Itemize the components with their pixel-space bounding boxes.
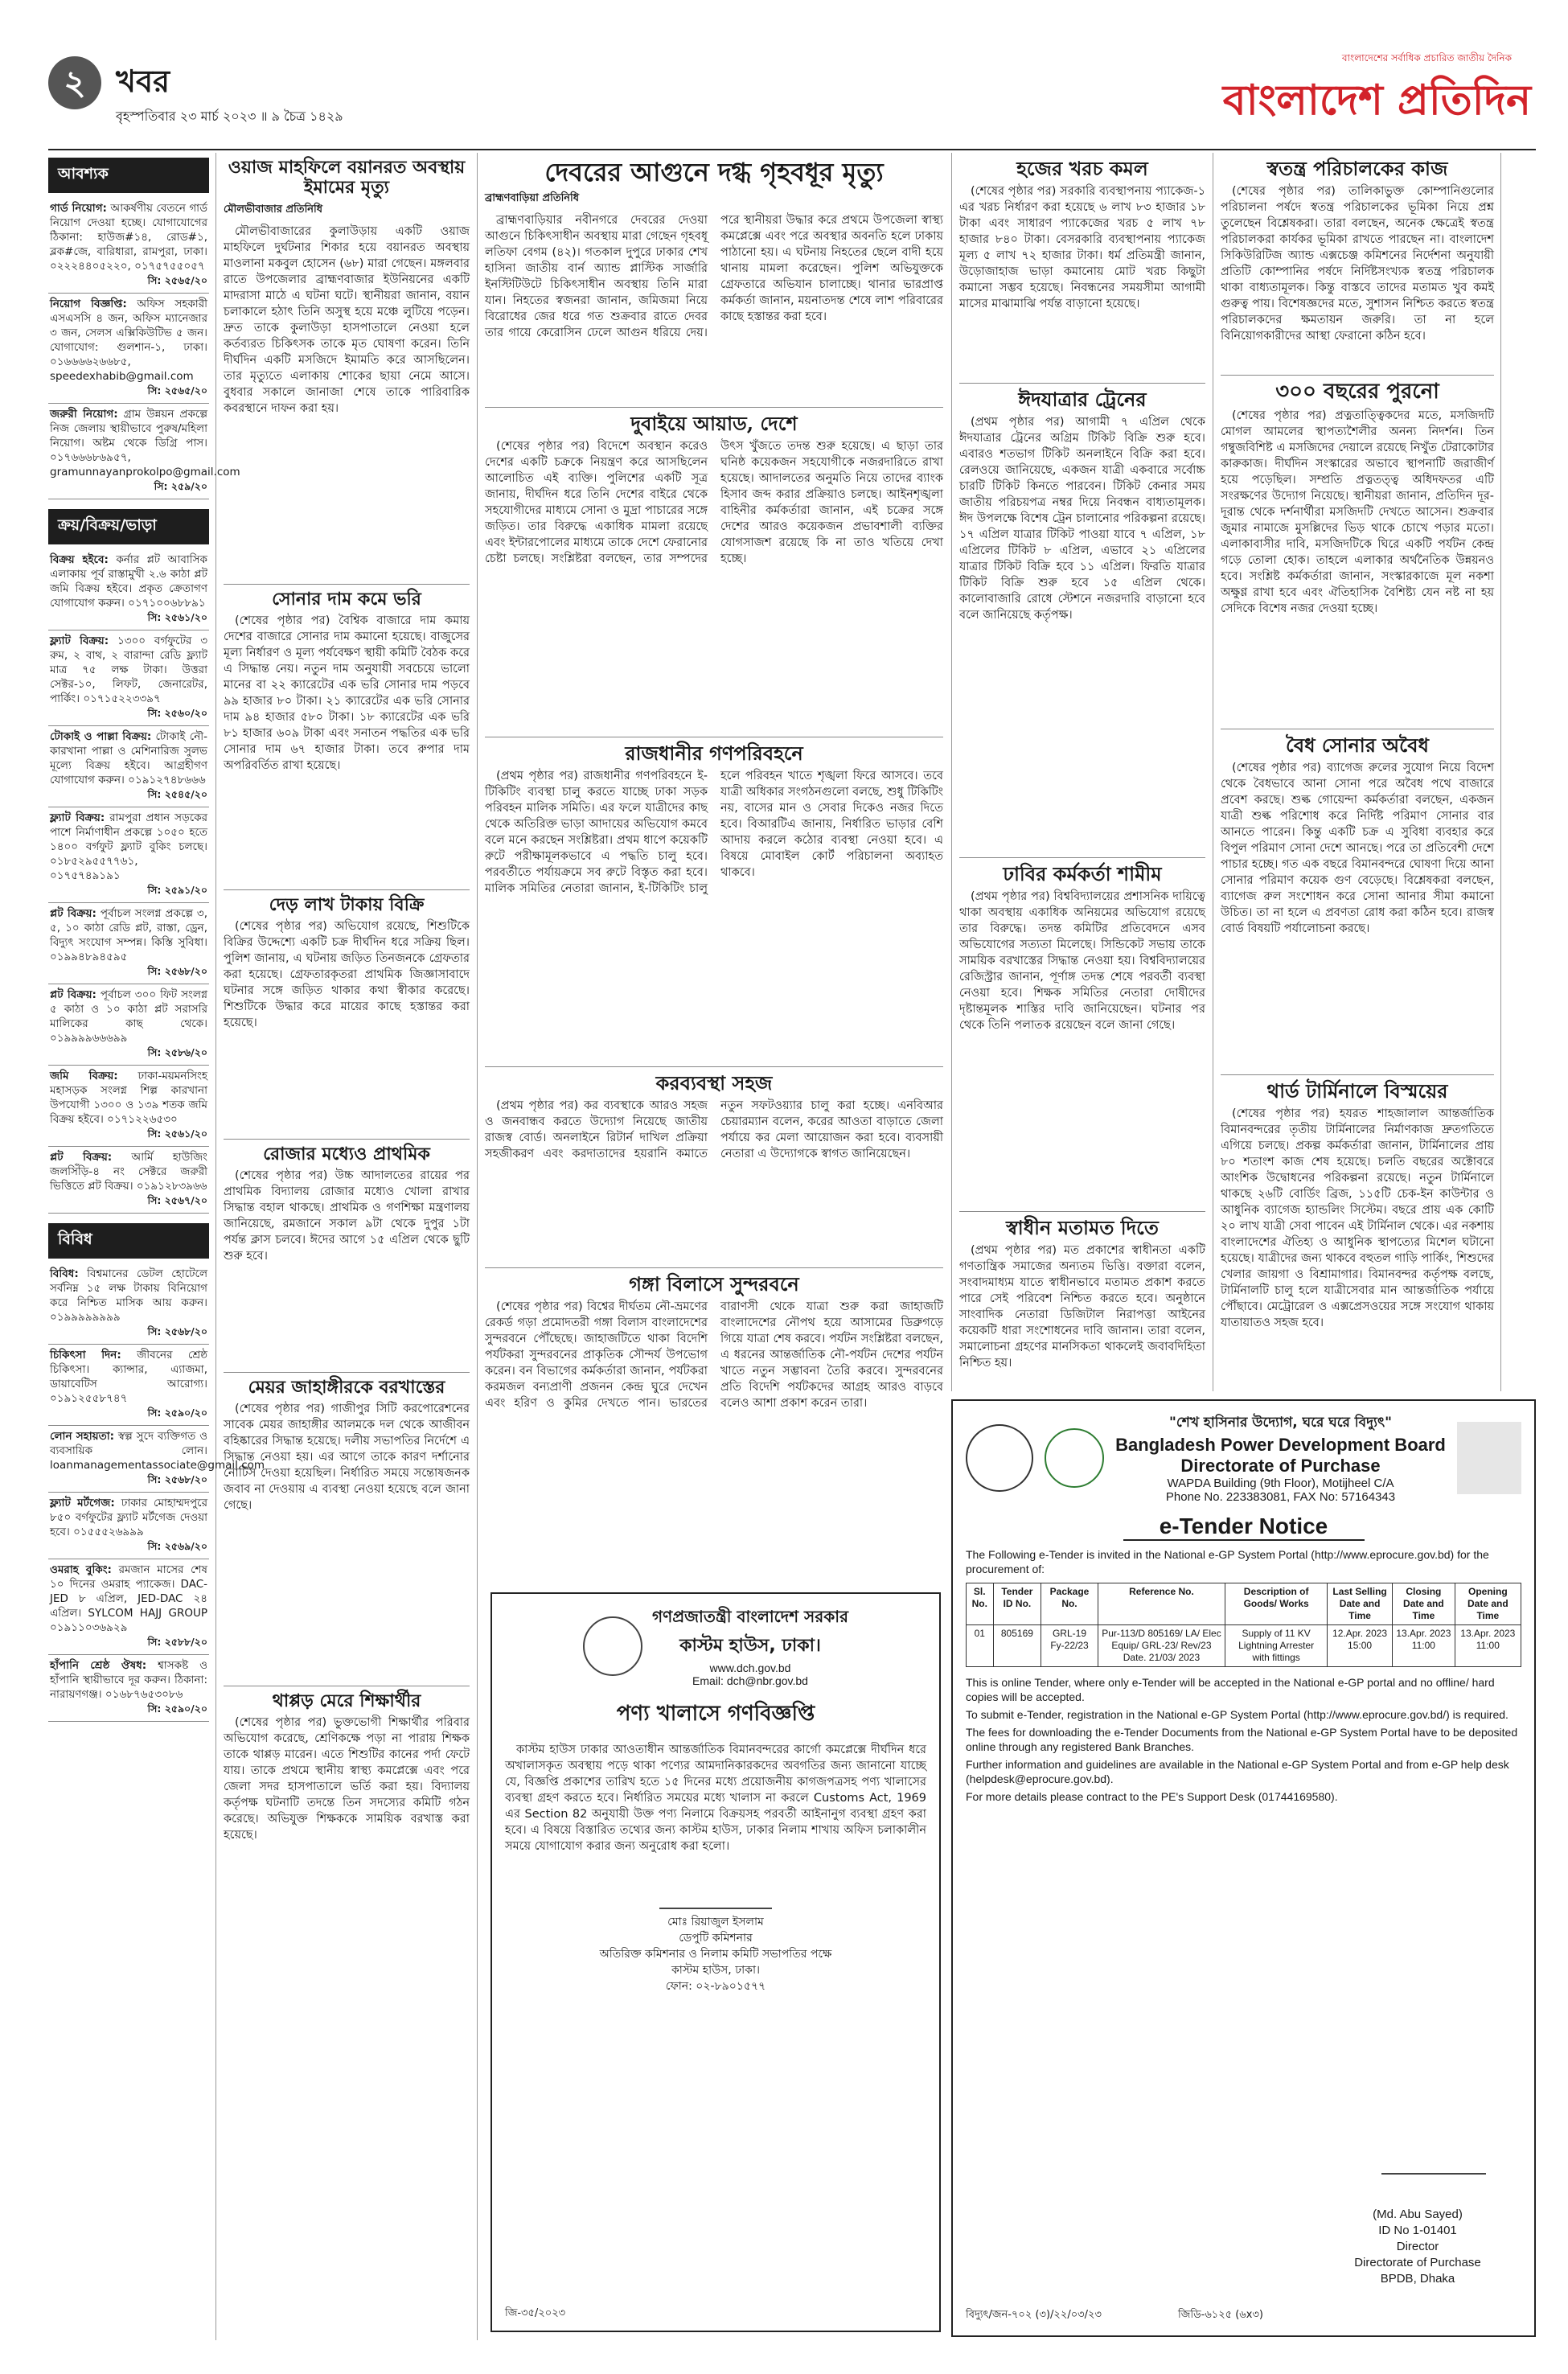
- article-body: (শেষের পৃষ্ঠার পর) উচ্চ আদালতের রায়ের পর প্রাথমিক বিদ্যালয় রোজার মধ্যেও খোলা রাখার সিদ্ধান্ত বহাল থাকছে। প্রাথমিক ও গণশিক্ষা মন্ত্রণালয় জানিয়েছে, রমজানে সকাল ৯টা থেকে দুপুর ১টা পর্যন্ত ক্লাস চলবে। ঈদের আগে ১৫ এপ্রিল থেকে ছুটি শুরু হবে।: [224, 1169, 470, 1263]
- classified-section-wanted: [48, 158, 240, 499]
- tender-signer: (Md. Abu Sayed): [1373, 2208, 1463, 2221]
- headline: দেবরের আগুনে দগ্ধ গৃহবধূর মৃত্যু: [544, 157, 884, 187]
- tender-notes: This is online Tender, where only e-Tender will be accepted in the National e-GP portal and no offline/ hard copies will be accepted. To submit e-Tender, registration in the National e-GP System Portal (http://www.eprocure.gov.bd/) is required. The fees for downloading the e-Tender Documents from the National e-GP System Portal have to be deposited online through any registered Bank Branches. Further information and guidelines are available in the National e-GP System Portal and from e-GP help desk (helpdesk@eprocure.gov.bd). For more details please contract to the PE's Support Desk (01744169580).: [966, 1676, 1518, 1803]
- classified-ad: বিবিধ: বিশ্বমানের ডেটল হোটেলে সর্বনিম্ন ১৫ লক্ষ টাকায় বিনিয়োগ করে নিশ্চিত মাসিক আয় করুন। ০১৯৯৯৯৯৯৯৯ সি: ২৫৬৮/২০: [48, 1263, 209, 1345]
- article-body: (প্রথম পৃষ্ঠার পর) বিশ্ববিদ্যালয়ের প্রশাসনিক দায়িত্বে থাকা অবস্থায় একাধিক অনিয়মের অভিযোগ রয়েছে তার বিরুদ্ধে। তদন্ত কমিটির প্রতিবেদনে এসব অভিযোগের সত্যতা মিলেছে। সিন্ডিকেট সভায় তাকে সাময়িক বরখাস্তের সিদ্ধান্ত নেওয়া হয়। বিশ্ববিদ্যালয়ের রেজিস্ট্রার জানান, পূর্ণাঙ্গ তদন্ত শেষে পরবর্তী ব্যবস্থা নেওয়া হবে। শিক্ষক সমিতির নেতারা দোষীদের দৃষ্টান্তমূলক শাস্তির দাবি জানিয়েছেন। ঘটনার পর থেকে তিনি পলাতক রয়েছেন বলে জানা গেছে।: [959, 889, 1205, 1032]
- headline: হজের খরচ কমল: [1016, 157, 1148, 180]
- article-body: ব্রাহ্মণবাড়িয়ার নবীনগরে দেবরের দেওয়া আগুনে চিকিৎসাধীন অবস্থায় মারা গেছেন গৃহবধূ লতিফা বেগম (৪২)। গতকাল দুপুরে ঢাকার শেখ হাসিনা জাতীয় বার্ন অ্যান্ড প্লাস্টিক সার্জারি ইনস্টিটিউটে চিকিৎসাধীন অবস্থায় তিনি মারা যান। নিহতের স্বজনরা জানান, জমিজমা নিয়ে বিরোধের জের ধরে গত শুক্রবার রাতে দেবর তার গায়ে কেরোসিন ঢেলে আগুন ধরিয়ে দেয়। পরে স্থানীয়রা উদ্ধার করে প্রথমে উপজেলা স্বাস্থ্য কমপ্লেক্সে এবং পরে অবস্থার অবনতি হলে ঢাকায় পাঠানো হয়। এ ঘটনায় নিহতের ছেলে বাদী হয়ে থানায় মামলা করেছেন। পুলিশ অভিযুক্তকে গ্রেফতারে অভিযান চালাচ্ছে। থানার ভারপ্রাপ্ত কর্মকর্তা জানান, ময়নাতদন্ত শেষে লাশ পরিবারের কাছে হস্তান্তর করা হবে।: [485, 213, 943, 339]
- government-seal-icon: [583, 1616, 642, 1676]
- notice-body: কাস্টম হাউস ঢাকার আওতাধীন আন্তর্জাতিক বিমানবন্দরের কার্গো কমপ্লেক্সে দীর্ঘদিন ধরে অখালাসকৃত অবস্থায় পড়ে থাকা পণ্যের আমদানিকারকদের অবগতির জন্য জানানো যাচ্ছে যে, বিজ্ঞপ্তি প্রকাশের তারিখ হতে ১৫ দিনের মধ্যে প্রয়োজনীয় কাগজপত্রসহ পণ্য খালাসের ব্যবস্থা গ্রহণ করতে হবে। নির্ধারিত সময়ের মধ্যে খালাস না করলে Customs Act, 1969 এর Section 82 অনুযায়ী উক্ত পণ্য নিলামে বিক্রয়সহ পরবর্তী আইনানুগ ব্যবস্থা গ্রহণ করা হবে। এ বিষয়ে বিস্তারিত তথ্যের জন্য কাস্টম হাউস, ঢাকার নিলাম শাখায় অফিস চলাকালীন সময়ে যোগাযোগ করার জন্য অনুরোধ করা হলো।: [505, 1744, 926, 1853]
- article-ramadan-school: [224, 1139, 470, 1364]
- article-fire: [485, 158, 943, 399]
- tender-code-right: জিডি-৬১২৫ (৬x৩): [1178, 2309, 1263, 2321]
- issue-date: বৃহস্পতিবার ২৩ মার্চ ২০২৩ ॥ ৯ চৈত্র ১৪২৯: [116, 109, 343, 124]
- article-dubai: [485, 407, 943, 729]
- headline: মেয়র জাহাঙ্গীরকে বরখাস্তের: [248, 1377, 445, 1398]
- article-body: (প্রথম পৃষ্ঠার পর) আগামী ৭ এপ্রিল থেকে ঈদযাত্রার ট্রেনের অগ্রিম টিকিট বিক্রি শুরু হবে। এবারও শতভাগ টিকিট অনলাইনে বিক্রি করা হবে। রেলওয়ে জানিয়েছে, একজন যাত্রী একবারে সর্বোচ্চ চারটি টিকিট কিনতে পারবেন। টিকিট কেনার সময় জাতীয় পরিচয়পত্র নম্বর দিয়ে নিবন্ধন বাধ্যতামূলক। ঈদ উপলক্ষে বিশেষ ট্রেন চালানোর পরিকল্পনা রয়েছে। ১৭ এপ্রিল যাত্রার টিকিট পাওয়া যাবে ৭ এপ্রিল, ১৮ এপ্রিলের টিকিট ৮ এপ্রিল, এভাবে ২১ এপ্রিলের যাত্রার টিকিট বিক্রি হবে ১১ এপ্রিল। ফিরতি যাত্রার টিকিট বিক্রি শুরু হবে ১৫ এপ্রিল থেকে। কালোবাজারি রোধে স্টেশনে নজরদারি বাড়ানো হবে বলে জানিয়েছে কর্তৃপক্ষ।: [959, 415, 1205, 622]
- portrait-image: [1457, 1422, 1521, 1494]
- classified-ad: প্লট বিক্রয়: আর্মি হাউজিং জলসিঁড়ি-৪ নং সেক্টরে জরুরী ভিত্তিতে প্লট বিক্রয়। ০১৯১২৮৩৯৬৬ সি: ২৫৬৭/২০: [48, 1147, 209, 1214]
- tender-signer-place: BPDB, Dhaka: [1380, 2272, 1455, 2286]
- article-body: মৌলভীবাজারের কুলাউড়ায় একটি ওয়াজ মাহফিলে দুর্ঘটনার শিকার হয়ে বয়ানরত অবস্থায় মাওলানা মকবুল হোসেন (৬৮) মারা গেছেন। মঙ্গলবার রাতে উপজেলার ব্রাহ্মণবাজার ইউনিয়নের একটি মাদরাসা মাঠে এ ঘটনা ঘটে। স্থানীয়রা জানান, বয়ান চলাকালে হঠাৎ তিনি অসুস্থ হয়ে মঞ্চে লুটিয়ে পড়েন। দ্রুত তাকে কুলাউড়া হাসপাতালে নেওয়া হলে কর্তব্যরত চিকিৎসক তাকে মৃত ঘোষণা করেন। তিনি দীর্ঘদিন একটি মসজিদে ইমামতি করে আসছিলেন। তার মৃত্যুতে এলাকায় শোকের ছায়া নেমে আসে। বুধবার সকালে জানাজা শেষে তাকে পারিবারিক কবরস্থানে দাফন করা হয়।: [224, 224, 470, 415]
- article-body: (শেষের পৃষ্ঠার পর) বিশ্বের দীর্ঘতম নৌ-ভ্রমণের রেকর্ড গড়া প্রমোদতরী গঙ্গা বিলাস বাংলাদেশের সুন্দরবনে পৌঁছেছে। জাহাজটিতে থাকা বিদেশি পর্যটকরা সুন্দরবনের প্রাকৃতিক সৌন্দর্য উপভোগ করেন। বন বিভাগের কর্মকর্তারা জানান, পর্যটকরা করমজল বন্যপ্রাণী প্রজনন কেন্দ্র ঘুরে দেখেন এবং হরিণ ও কুমির দেখতে পান। ভারতের বারাণসী থেকে যাত্রা শুরু করা জাহাজটি বাংলাদেশের নৌপথ হয়ে আসামের ডিব্রুগড়ে গিয়ে যাত্রা শেষ করবে। পর্যটন সংশ্লিষ্টরা বলছেন, এ ধরনের আন্তর্জাতিক নৌ-পর্যটন দেশের পর্যটন খাতে নতুন সম্ভাবনা তৈরি করবে। সুন্দরবনের প্রতি বিদেশি পর্যটকদের আগ্রহ আরও বাড়বে বলেও আশা প্রকাশ করেন তারা।: [485, 1300, 943, 1410]
- tender-signer-title: Director: [1396, 2240, 1439, 2253]
- classified-ad: জরুরী নিয়োগ: গ্রাম উন্নয়ন প্রকল্পে নিজ জেলায় স্থায়ীভাবে পুরুষ/মহিলা নিয়োগ। অষ্টম থেকে ডিগ্রি পাস। ০১৭৬৬৬৮৬৯৫৭, gramunnayanprokolpo@gmail.com সি: ২৫৯/২০: [48, 404, 209, 499]
- article-body: (প্রথম পৃষ্ঠার পর) রাজধানীর গণপরিবহনে ই-টিকিটিং ব্যবস্থা চালু করতে যাচ্ছে ঢাকা সড়ক পরিবহন মালিক সমিতি। এর ফলে যাত্রীদের কাছ থেকে অতিরিক্ত ভাড়া আদায়ের অভিযোগ কমবে বলে মনে করছেন সংশ্লিষ্টরা। প্রথম ধাপে কয়েকটি রুটে পরীক্ষামূলকভাবে এ পদ্ধতি চালু হবে। পরবর্তীতে পর্যায়ক্রমে সব রুটে বিস্তৃত করা হবে। মালিক সমিতির নেতারা জানান, ই-টিকিটিং চালু হলে পরিবহন খাতে শৃঙ্খলা ফিরে আসবে। তবে যাত্রী অধিকার সংগঠনগুলো বলছে, শুধু টিকিটিং নয়, বাসের মান ও সেবার দিকেও নজর দিতে হবে। বিআরটিএ জানায়, নির্ধারিত ভাড়ার বেশি আদায় করলে কঠোর ব্যবস্থা নেওয়া হবে। এ বিষয়ে মোবাইল কোর্ট পরিচালনা অব্যাহত থাকবে।: [485, 769, 943, 895]
- notice-email: Email: dch@nbr.gov.bd: [692, 1674, 808, 1687]
- headline: থার্ড টার্মিনালে বিস্ময়ের: [1266, 1079, 1448, 1103]
- notice-phone: ফোন: ০২-৮৯০১৫৭৭: [665, 1980, 766, 1993]
- article-sale: [224, 889, 470, 1131]
- classified-ad: হাঁপানি শ্রেষ্ঠ ঔষধ: শ্বাসকষ্ট ও হাঁপানি স্থায়ীভাবে দূর করুন। ঠিকানা: নারায়ণগঞ্জ। ০১৬৮৭৬৫৩০৮৬ সি: ২৫৯০/২০: [48, 1655, 209, 1722]
- classified-ad: জমি বিক্রয়: ঢাকা-ময়মনসিংহ মহাসড়ক সংলগ্ন শিল্প কারখানা উপযোগী ১৩০০ ও ১৩৯ শতক জমি বিক্রয় হইবে। ০১৭১২২৬৫৩০ সি: ২৫৬১/২০: [48, 1066, 209, 1147]
- article-du-official: [959, 857, 1205, 1203]
- headline: ঈদযাত্রার ট্রেনের: [1018, 388, 1147, 411]
- headline: থাপ্পড় মেরে শিক্ষার্থীর: [272, 1690, 421, 1711]
- classified-ad: গার্ড নিয়োগ: আকর্ষণীয় বেতনে গার্ড নিয়োগ দেওয়া হচ্ছে। যোগাযোগের ঠিকানা: হাউজ#১৪, রোড#১, ব্লক#জে, বারিধারা, রামপুরা, ঢাকা। ০২২২৪৪০৫২২০, ০১৭৫৭৫৫০৫৭ সি: ২৫৬৫/২০: [48, 198, 209, 294]
- classified-ad: বিক্রয় হইবে: কর্নার প্লট আবাসিক এলাকায় পূর্ব রাস্তামুখী ২.৬ কাঠা প্লট জমি বিক্রয় হইবে। প্রকৃত ক্রেতাগণ যোগাযোগ করুন। ০১৭১০০৬৮৮৯১ সি: ২৫৬১/২০: [48, 549, 209, 630]
- tender-phone: Phone No. 223383081, FAX No: 57164343: [1165, 1490, 1396, 1504]
- newspaper-logo: বাংলাদেশ প্রতিদিন: [1222, 76, 1531, 125]
- headline: ঢাবির কর্মকর্তা শামীম: [1003, 862, 1162, 885]
- headline: রাজধানীর গণপরিবহনে: [625, 741, 803, 765]
- article-body: (শেষের পৃষ্ঠার পর) বিদেশে অবস্থান করেও দেশের একটি চক্রকে নিয়ন্ত্রণ করে আসছিলেন আলোচিত এই ব্যক্তি। পুলিশের একটি সূত্র জানায়, দীর্ঘদিন ধরে তিনি দেশের বাইরে থেকে সহযোগীদের মাধ্যমে সোনা ও মুদ্রা পাচারের সঙ্গে জড়িত। তার বিরুদ্ধে একাধিক মামলা রয়েছে এবং ইন্টারপোলের মাধ্যমে তাকে দেশে ফেরানোর চেষ্টা চলছে। সংশ্লিষ্টরা বলছেন, তার সম্পদের উৎস খুঁজতে তদন্ত শুরু হয়েছে। এ ছাড়া তার ঘনিষ্ঠ কয়েকজন সহযোগীকে নজরদারিতে রাখা হয়েছে। আদালতের অনুমতি নিয়ে তাদের ব্যাংক হিসাব জব্দ করার প্রক্রিয়াও চলছে। আইনশৃঙ্খলা বাহিনীর কর্মকর্তারা জানান, এই চক্রের সঙ্গে দেশের আরও কয়েকজন প্রভাবশালী ব্যক্তির যোগসাজশ রয়েছে কি না তাও খতিয়ে দেখা হচ্ছে।: [485, 439, 943, 565]
- headline: রোজার মধ্যেও প্রাথমিক: [263, 1144, 430, 1164]
- article-body: (প্রথম পৃষ্ঠার পর) মত প্রকাশের স্বাধীনতা একটি গণতান্ত্রিক সমাজের অন্যতম ভিত্তি। বক্তারা বলেন, সংবাদমাধ্যম যাতে স্বাধীনভাবে মতামত প্রকাশ করতে পারে সেই পরিবেশ নিশ্চিত করতে হবে। অনুষ্ঠানে সাংবাদিক নেতারা ডিজিটাল নিরাপত্তা আইনের কয়েকটি ধারা সংশোধনের দাবি জানান। তারা বলেন, সমালোচনা গ্রহণের মানসিকতা থাকলেই জবাবদিহিতা নিশ্চিত হয়।: [959, 1243, 1205, 1370]
- classified-ad: চিকিৎসা দিন: জীবনের শ্রেষ্ঠ চিকিৎসা। ক্যান্সার, এ্যাজমা, ডায়াবেটিস আরোগ্য। ০১৯১২৫৫৮৭৪৭ সি: ২৫৯০/২০: [48, 1345, 209, 1426]
- headline: স্বতন্ত্র পরিচালকের কাজ: [1266, 157, 1448, 180]
- headline: করব্যবস্থা সহজ: [655, 1071, 773, 1095]
- tender-directorate: Directorate of Purchase: [1180, 1456, 1381, 1476]
- tender-signer-office: Directorate of Purchase: [1354, 2256, 1481, 2269]
- article-body: (শেষের পৃষ্ঠার পর) সরকারি ব্যবস্থাপনায় প্যাকেজ-১ এর খরচ নির্ধারণ করা হয়েছে ৬ লাখ ৮৩ হাজার ১৮ টাকা এবং সাধারণ প্যাকেজের খরচ ৫ লাখ ৭৮ হাজার ৮৪০ টাকা। বেসরকারি ব্যবস্থাপনায় প্যাকেজ মূল্য ৫ লাখ ৭২ হাজার টাকা। ধর্ম প্রতিমন্ত্রী জানান, উড়োজাহাজ ভাড়া কমানোয় মোট খরচ কিছুটা কমানো সম্ভব হয়েছে। নিবন্ধনের সময়সীমা আগামী মাসের মাঝামাঝি পর্যন্ত বাড়ানো হয়েছে।: [959, 184, 1205, 310]
- article-body: (শেষের পৃষ্ঠার পর) অভিযোগ রয়েছে, শিশুটিকে বিক্রির উদ্দেশ্যে একটি চক্র দীর্ঘদিন ধরে সক্রিয় ছিল। পুলিশ জানায়, এ ঘটনায় জড়িত তিনজনকে গ্রেফতার করা হয়েছে। গ্রেফতারকৃতরা প্রাথমিক জিজ্ঞাসাবাদে ঘটনার সঙ্গে জড়িত থাকার কথা স্বীকার করেছে। শিশুটিকে উদ্ধার করে মায়ের কাছে হস্তান্তর করা হয়েছে।: [224, 920, 470, 1030]
- classified-section-title: আবশ্যক: [48, 158, 209, 193]
- headline: বৈধ সোনার অবৈধ: [1286, 733, 1429, 757]
- headline: ওয়াজ মাহফিলে বয়ানরত অবস্থায় ইমামের মৃত্যু: [228, 157, 466, 199]
- byline: মৌলভীবাজার প্রতিনিধি: [224, 203, 323, 216]
- notice-signer-for: অতিরিক্ত কমিশনার ও নিলাম কমিটি সভাপতির পক্ষে: [599, 1948, 832, 1961]
- headline: স্বাধীন মতামত দিতে: [1006, 1216, 1159, 1239]
- tender-title: e-Tender Notice: [1123, 1514, 1365, 1541]
- classified-ad: টোকাই ও পাল্লা বিক্রয়: টোকাই নৌ-কারখানা পাল্লা ও মেশিনারিজ সুলভ মূল্যে বিক্রয় হইবে। আগ্রহীগণ যোগাযোগ করুন। ০১৯১২৭৪৮৬৬৬ সি: ২৫৪৫/২০: [48, 726, 209, 807]
- article-eid-train: [959, 383, 1205, 849]
- bpdb-logo-icon: [966, 1424, 1033, 1492]
- notice-gov: গণপ্রজাতন্ত্রী বাংলাদেশ সরকার: [652, 1607, 848, 1626]
- notice-signer-title: ডেপুটি কমিশনার: [679, 1932, 753, 1945]
- notice-signer-office: কাস্টম হাউস, ঢাকা।: [671, 1964, 761, 1977]
- signature-icon: [659, 1875, 772, 1909]
- article-body: (শেষের পৃষ্ঠার পর) ব্যাগেজ রুলের সুযোগ নিয়ে বিদেশ থেকে বৈধভাবে আনা সোনা পরে অবৈধ পথে বাজারে প্রবেশ করছে। শুল্ক গোয়েন্দা কর্মকর্তারা বলছেন, একজন যাত্রী শুল্ক পরিশোধ করে নির্দিষ্ট পরিমাণ সোনার বার আনতে পারেন। কিন্তু একটি চক্র এ সুবিধা ব্যবহার করে বিপুল পরিমাণ সোনা দেশে আনছে। পরে তা প্রতিবেশী দেশে পাচার হচ্ছে। গত এক বছরে বিমানবন্দরে ঘোষণা দিয়ে আনা সোনার পরিমাণ কয়েক গুণ বেড়েছে। বিশ্লেষকরা বলছেন, ব্যাগেজ রুল সংশোধন করে সোনা আনার সীমা কমানো উচিত। তা না হলে এ প্রবণতা রোধ করা কঠিন হবে। রাজস্ব বোর্ড বিষয়টি পর্যালোচনা করছে।: [1221, 761, 1494, 935]
- notice-signer: মোঃ রিয়াজুল ইসলাম: [667, 1916, 764, 1928]
- notice-office: কাস্টম হাউস, ঢাকা।: [679, 1636, 821, 1656]
- classified-section-title: বিবিধ: [48, 1223, 209, 1259]
- anniversary-logo-icon: [1045, 1428, 1104, 1488]
- classified-ad: ফ্ল্যাট মর্টগেজ: ঢাকার মোহাম্মদপুরে ৮৫০ বর্গফুটের ফ্ল্যাট মর্টগেজ দেওয়া হবে। ০১৫৫৫২৬৯৯৯ সি: ২৫৬৯/২০: [48, 1493, 209, 1559]
- article-body: (শেষের পৃষ্ঠার পর) প্রত্নতাত্ত্বিকদের মতে, মসজিদটি মোগল আমলের স্থাপত্যশৈলীর অনন্য নিদর্শন। তিন গম্বুজবিশিষ্ট এ মসজিদের দেয়ালে রয়েছে নিখুঁত টেরাকোটার কারুকাজ। দীর্ঘদিন সংস্কারের অভাবে স্থাপনাটি জরাজীর্ণ হয়ে পড়েছিল। সম্প্রতি প্রত্নতত্ত্ব অধিদফতর এটি সংরক্ষণের উদ্যোগ নিয়েছে। স্থানীয়রা জানান, প্রতিদিন দূর-দূরান্ত থেকে দর্শনার্থীরা মসজিদটি দেখতে আসেন। শুক্রবার জুমার নামাজে মুসল্লিদের ভিড় থাকে চোখে পড়ার মতো। এলাকাবাসীর দাবি, মসজিদটিকে ঘিরে একটি পর্যটন কেন্দ্র গড়ে তোলা হোক। তাহলে এলাকার অর্থনৈতিক উন্নয়নও হবে। সংশ্লিষ্ট কর্মকর্তারা জানান, সংস্কারকাজে মূল নকশা অক্ষুণ্ণ রাখা হবে এবং ঐতিহাসিক বৈশিষ্ট্য যেন নষ্ট না হয় সেদিকে বিশেষ নজর দেওয়া হচ্ছে।: [1221, 409, 1494, 615]
- column-rule: [215, 153, 216, 2340]
- table-header-row: Sl. No. Tender ID No. Package No. Reference No. Description of Goods/ Works Last Selling Date and Time Closing Date and Time Opening Date and Time: [967, 1583, 1521, 1625]
- classified-section-buy-sell: [48, 509, 209, 1214]
- article-body: (শেষের পৃষ্ঠার পর) ভুক্তভোগী শিক্ষার্থীর পরিবার অভিযোগ করেছে, শ্রেণিকক্ষে পড়া না পারায় শিক্ষক তাকে থাপ্পড় মারেন। এতে শিশুটির কানের পর্দা ফেটে যায়। তাকে প্রথমে স্থানীয় স্বাস্থ্য কমপ্লেক্সে এবং পরে জেলা সদর হাসপাতালে ভর্তি করা হয়। বিদ্যালয় কর্তৃপক্ষ ঘটনাটি তদন্তে তিন সদস্যের কমিটি গঠন করেছে। অভিযুক্ত শিক্ষককে সাময়িক বরখাস্ত করা হয়েছে।: [224, 1716, 470, 1842]
- tender-board: Bangladesh Power Development Board: [1115, 1435, 1446, 1455]
- article-waz-imam: [224, 158, 470, 576]
- article-independent-director: [1221, 158, 1494, 367]
- article-slap: [224, 1686, 470, 2337]
- page-number-badge: ২: [48, 56, 101, 109]
- byline: ব্রাহ্মণবাড়িয়া প্রতিনিধি: [485, 191, 580, 204]
- headline: দুবাইয়ে আয়াড, দেশে: [630, 412, 798, 435]
- article-legal-gold: [1221, 729, 1494, 1066]
- headline: দেড় লাখ টাকায় বিক্রি: [269, 894, 425, 915]
- tender-code-left: বিদ্যুৎ/জন-৭০২ (৩)/২২/০৩/২৩: [966, 2309, 1102, 2321]
- notice-title: পণ্য খালাসে গণবিজ্ঞপ্তি: [616, 1702, 815, 1726]
- classified-ad: নিয়োগ বিজ্ঞপ্তি: অফিস সহকারী এসএসসি ৪ জন, অফিস ম্যানেজার ৩ জন, সেলস এক্সিকিউটিভ ৫ জন। যোগাযোগ: গুলশান-১, ঢাকা। ০১৬৬৬৬২৬৬৮৫, speedexhabib@gmail.com সি: ২৫৬৫/২০: [48, 294, 209, 404]
- tender-intro: The Following e-Tender is invited in the National e-GP System Portal (http://www.eprocure.gov.bd) for the procurement of:: [966, 1548, 1489, 1575]
- classified-ad: ওমরাহ বুকিং: রমজান মাসের শেষ ১০ দিনের ওমরাহ প্যাকেজ। DAC-JED ৮ এপ্রিল, JED-DAC ২৪ এপ্রিল। SYLCOM HAJJ GROUP ০১৯১১০৩৬৯২৯ সি: ২৫৮৮/২০: [48, 1559, 209, 1655]
- tender-address: WAPDA Building (9th Floor), Motijheel C/A: [1167, 1477, 1394, 1490]
- article-body: (শেষের পৃষ্ঠার পর) হযরত শাহজালাল আন্তর্জাতিক বিমানবন্দরের তৃতীয় টার্মিনালের নির্মাণকাজ দ্রুতগতিতে এগিয়ে চলছে। প্রকল্প কর্মকর্তারা জানান, টার্মিনালের প্রায় ৮০ শতাংশ কাজ শেষ হয়েছে। চলতি বছরের অক্টোবরে আংশিক উদ্বোধনের পরিকল্পনা রয়েছে। নতুন টার্মিনালে থাকছে ২৬টি বোর্ডিং ব্রিজ, ১১৫টি চেক-ইন কাউন্টার ও আধুনিক ব্যাগেজ হ্যান্ডলিং সিস্টেম। বছরে প্রায় এক কোটি ২০ লাখ যাত্রী সেবা পাবেন এই টার্মিনাল থেকে। এর নকশায় বাংলাদেশের ঐতিহ্য ও আধুনিক স্থাপত্যের মিশেল ঘটানো হয়েছে। যাত্রীদের জন্য থাকবে বহুতল গাড়ি পার্কিং, শিশুদের খেলার জায়গা ও বিশ্রামাগার। বিমানবন্দর কর্তৃপক্ষ বলছে, টার্মিনালটি চালু হলে যাত্রীসেবার মান আন্তর্জাতিক পর্যায়ে পৌঁছাবে। মেট্রোরেল ও এক্সপ্রেসওয়ের সঙ্গে সংযোগ থাকায় যাতায়াতও সহজ হবে।: [1221, 1107, 1494, 1329]
- headline: সোনার দাম কমে ভরি: [272, 589, 421, 610]
- article-tax: [485, 1066, 943, 1259]
- article-public-transport: [485, 737, 943, 1058]
- article-gold-price: [224, 584, 470, 881]
- article-ganga-bilash: [485, 1267, 943, 1581]
- article-old-mosque: [1221, 375, 1494, 721]
- table-row: 01 805169 GRL-19 Fy-22/23 Pur-113/D 805169/ LA/ Elec Equip/ GRL-23/ Rev/23 Date. 21/03/ 2023 Supply of 11 KV Lightning Arrester with fittings 12.Apr. 2023 15:00 13.Apr. 2023 11:00 13.Apr. 2023 11:00: [967, 1625, 1521, 1667]
- column-rule: [951, 153, 952, 1391]
- column-rule: [1500, 153, 1501, 1391]
- classified-ad: লোন সহায়তা: স্বল্প সুদে ব্যক্তিগত ও ব্যবসায়িক লোন। loanmanagementassociate@gmail.com সি: ২৫৬৮/২০: [48, 1426, 209, 1493]
- article-third-terminal: [1221, 1074, 1494, 1390]
- header-divider: [48, 149, 1536, 150]
- tender-table: [966, 1583, 1521, 1667]
- article-free-opinion: [959, 1211, 1205, 1390]
- page-header: [48, 47, 1536, 145]
- classified-ad: ফ্ল্যাট বিক্রয়: ১৩০০ বর্গফুটের ৩ রুম, ২ বাথ, ২ বারান্দা রেডি ফ্ল্যাট মাত্র ৭৫ লক্ষ টাকা। উত্তরা সেক্টর-১০, লিফট, জেনারেটর, পার্কিং। ০১৭১৫২২৩৩৯৭ সি: ২৫৬০/২০: [48, 630, 209, 726]
- article-hajj-cost: [959, 158, 1205, 375]
- tender-notice: [951, 1399, 1536, 2337]
- article-body: (শেষের পৃষ্ঠার পর) গাজীপুর সিটি করপোরেশনের সাবেক মেয়র জাহাঙ্গীর আলমকে দল থেকে আজীবন বহিষ্কারের সিদ্ধান্ত হয়েছে। দলীয় সভাপতির নির্দেশে এ সিদ্ধান্ত নেওয়া হয়। এর আগে তাকে কারণ দর্শানোর নোটিস দেওয়া হয়েছিল। নির্ধারিত সময়ে সন্তোষজনক জবাব না দেওয়ায় এ ব্যবস্থা নেওয়া হয়েছে বলে জানা গেছে।: [224, 1403, 470, 1513]
- article-mayor: [224, 1372, 470, 1678]
- column-rule: [477, 153, 478, 2340]
- classified-ad: প্লট বিক্রয়: পূর্বাচল সংলগ্ন প্রকল্পে ৩, ৫, ১০ কাঠা রেডি প্লট, রাস্তা, ড্রেন, বিদ্যুৎ সংযোগ সম্পন্ন। কিস্তি সুবিধা। ০১৯৯৪৮৯৪৫৯৫ সি: ২৫৬৮/২০: [48, 903, 209, 984]
- notice-website: www.dch.gov.bd: [709, 1661, 791, 1674]
- classified-ad: প্লট বিক্রয়: পূর্বাচল ৩০০ ফিট সংলগ্ন ৫ কাঠা ও ১০ কাঠা প্লট সরাসরি মালিকের কাছ থেকে। ০১৯৯৯৯৬৬৬৯৯ সি: ২৫৮৬/২০: [48, 984, 209, 1066]
- tender-signer-id: ID No 1-01401: [1378, 2224, 1457, 2237]
- classified-section-misc: [48, 1223, 265, 1722]
- headline: গঙ্গা বিলাসে সুন্দরবনে: [629, 1272, 799, 1296]
- notice-code: জি-৩৫/২০২৩: [505, 2307, 566, 2319]
- article-body: (প্রথম পৃষ্ঠার পর) কর ব্যবস্থাকে আরও সহজ ও জনবান্ধব করতে উদ্যোগ নিয়েছে জাতীয় রাজস্ব বোর্ড। অনলাইনে রিটার্ন দাখিল প্রক্রিয়া সহজীকরণ এবং করদাতাদের হয়রানি কমাতে নতুন সফটওয়্যার চালু করা হচ্ছে। এনবিআর চেয়ারম্যান বলেন, করের আওতা বাড়াতে জেলা পর্যায়ে কর মেলা আয়োজন করা হবে। ব্যবসায়ী নেতারা এ উদ্যোগকে স্বাগত জানিয়েছেন।: [485, 1099, 943, 1160]
- masthead-tagline: বাংলাদেশের সর্বাধিক প্রচারিত জাতীয় দৈনিক: [1341, 52, 1512, 64]
- classified-ad: ফ্ল্যাট বিক্রয়: রামপুরা প্রধান সড়কের পাশে নির্মাণাধীন প্রকল্পে ১০৫০ হতে ১৪০০ বর্গফুট ফ্ল্যাট বুকিং চলছে। ০১৮৫২৯৫৫৭৭৬১, ০১৭৫৭৪৯১৯১ সি: ২৫৯১/২০: [48, 807, 209, 903]
- tender-slogan: "শেখ হাসিনার উদ্যোগ, ঘরে ঘরে বিদ্যুৎ": [1169, 1415, 1392, 1431]
- masthead: [1198, 51, 1536, 140]
- article-body: (শেষের পৃষ্ঠার পর) বৈশ্বিক বাজারে দাম কমায় দেশের বাজারে সোনার দাম কমানো হয়েছে। বাজুসের মূল্য নির্ধারণ ও মূল্য পর্যবেক্ষণ স্থায়ী কমিটি বৈঠক করে এ সিদ্ধান্ত নেয়। নতুন দাম অনুযায়ী সবচেয়ে ভালো মানের বা ২২ ক্যারেটের এক ভরি সোনার দাম পড়বে ৯৯ হাজার ৮০ টাকা। ২১ ক্যারেটের এক ভরি সোনার দাম ৯৪ হাজার ৫৮০ টাকা। ১৮ ক্যারেটের এক ভরি ৮১ হাজার ৬০৯ টাকা এবং সনাতন পদ্ধতির এক ভরি সোনার দাম ৬৭ হাজার টাকা। তবে রুপার দাম অপরিবর্তিত রাখা হয়েছে।: [224, 614, 470, 773]
- customs-public-notice: [491, 1592, 941, 2332]
- article-body: (শেষের পৃষ্ঠার পর) তালিকাভুক্ত কোম্পানিগুলোর পরিচালনা পর্ষদে স্বতন্ত্র পরিচালকের ভূমিকা নিয়ে প্রশ্ন তুলেছেন বিশ্লেষকরা। তারা বলছেন, অনেক ক্ষেত্রেই স্বতন্ত্র পরিচালকরা কার্যকর ভূমিকা রাখতে পারছেন না। বাংলাদেশ সিকিউরিটিজ অ্যান্ড এক্সচেঞ্জ কমিশনের নির্দেশনা অনুযায়ী প্রতিটি কোম্পানির পর্ষদে নির্দিষ্টসংখ্যক স্বতন্ত্র পরিচালক থাকা বাধ্যতামূলক। কিন্তু বাস্তবে তাদের মতামত খুব কমই গুরুত্ব পায়। বিশেষজ্ঞদের মতে, সুশাসন নিশ্চিত করতে স্বতন্ত্র পরিচালকদের ক্ষমতায়ন জরুরি। তা না হলে বিনিয়োগকারীদের আস্থা ফেরানো কঠিন হবে।: [1221, 184, 1494, 343]
- section-name: খবর: [116, 63, 170, 99]
- headline: ৩০০ বছরের পুরনো: [1275, 380, 1439, 404]
- classifieds-column: [48, 158, 265, 2337]
- tender-signature-icon: [1381, 2144, 1486, 2175]
- classified-section-title: ক্রয়/বিক্রয়/ভাড়া: [48, 509, 209, 544]
